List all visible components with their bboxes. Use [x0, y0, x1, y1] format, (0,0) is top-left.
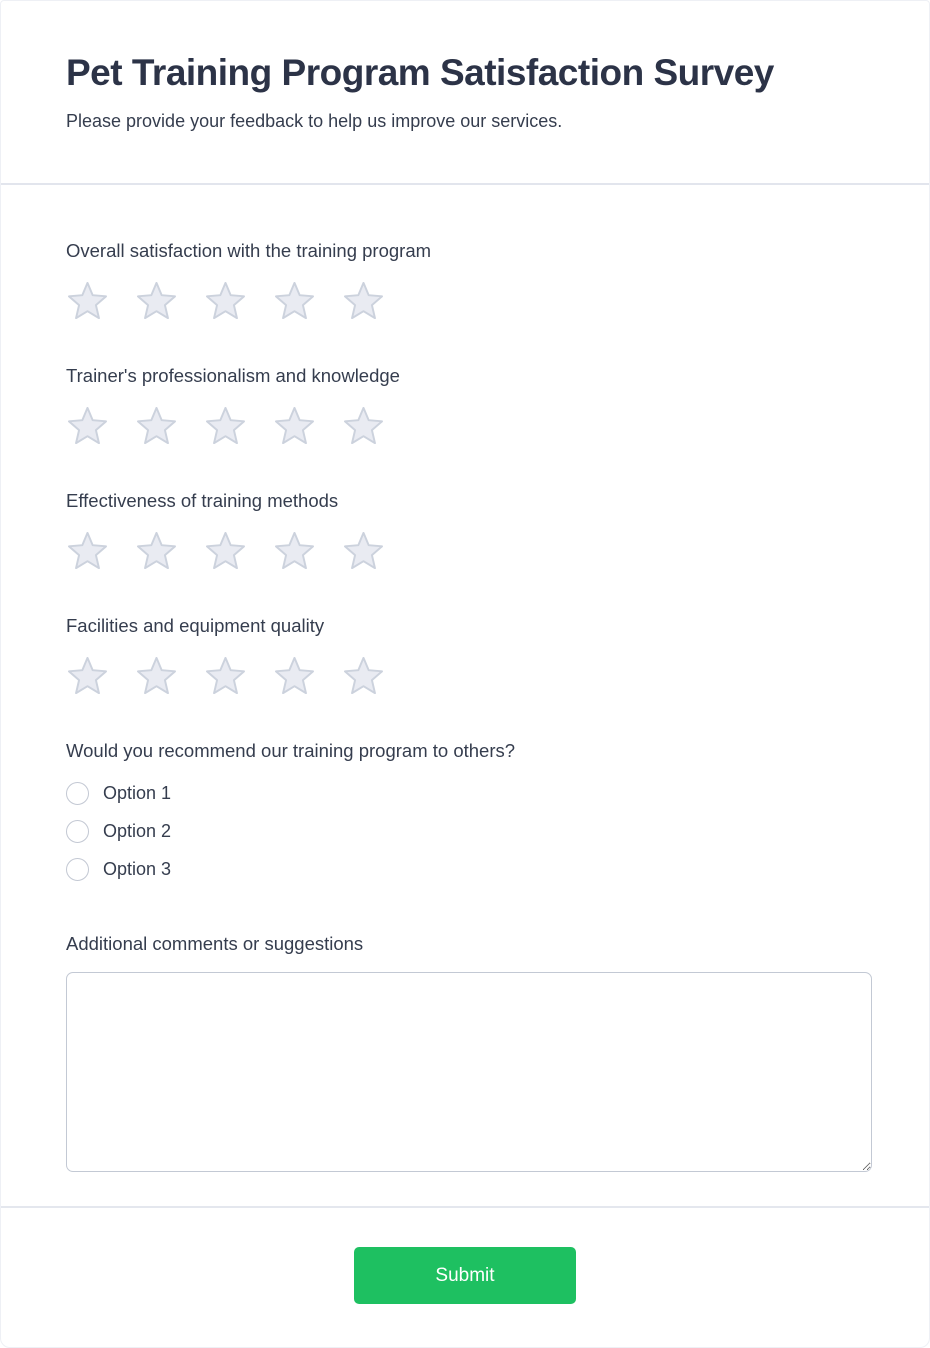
- radio-group: [66, 782, 872, 881]
- question-label: Trainer's professionalism and knowledge: [66, 365, 400, 386]
- star-button[interactable]: [204, 657, 247, 694]
- question-trainer-professionalism: [66, 366, 872, 444]
- star-button[interactable]: [342, 282, 385, 319]
- star-icon: [273, 407, 316, 444]
- question-label: Effectiveness of training methods: [66, 490, 339, 511]
- question-overall-satisfaction: [66, 241, 872, 319]
- radio-circle-icon[interactable]: [66, 858, 89, 881]
- form-header: [1, 1, 929, 185]
- comments-textarea[interactable]: [66, 972, 872, 1172]
- question-facilities-quality: [66, 616, 872, 694]
- star-icon: [135, 657, 178, 694]
- form-footer: [1, 1206, 929, 1348]
- star-button[interactable]: [135, 282, 178, 319]
- star-icon: [66, 532, 109, 569]
- question-label: Overall satisfaction with the training program: [66, 240, 432, 261]
- star-icon: [273, 282, 316, 319]
- star-icon: [273, 532, 316, 569]
- star-icon: [135, 532, 178, 569]
- star-icon: [342, 657, 385, 694]
- star-button[interactable]: [66, 407, 109, 444]
- star-icon: [66, 657, 109, 694]
- radio-option-label: Option 3: [103, 859, 172, 879]
- star-icon: [273, 657, 316, 694]
- star-button[interactable]: [342, 532, 385, 569]
- star-button[interactable]: [273, 282, 316, 319]
- star-icon: [66, 407, 109, 444]
- star-button[interactable]: [204, 407, 247, 444]
- star-rating-trainer: [66, 407, 872, 444]
- radio-option-label: Option 2: [103, 821, 172, 841]
- star-button[interactable]: [135, 407, 178, 444]
- star-button[interactable]: [66, 282, 109, 319]
- question-label: Would you recommend our training program to others?: [66, 740, 516, 761]
- submit-button[interactable]: Submit: [354, 1247, 576, 1304]
- radio-option-label: Option 1: [103, 783, 172, 803]
- star-button[interactable]: [204, 282, 247, 319]
- star-icon: [204, 407, 247, 444]
- star-icon: [204, 657, 247, 694]
- star-icon: [342, 407, 385, 444]
- radio-option-1[interactable]: [66, 782, 171, 805]
- question-comments: [66, 934, 872, 1172]
- star-button[interactable]: [135, 532, 178, 569]
- star-icon: [66, 282, 109, 319]
- page-subtitle: Please provide your feedback to help us improve our services.: [66, 111, 563, 132]
- star-button[interactable]: [342, 407, 385, 444]
- star-rating-effectiveness: [66, 532, 872, 569]
- question-recommend: [66, 741, 872, 881]
- star-icon: [342, 532, 385, 569]
- star-button[interactable]: [273, 532, 316, 569]
- star-button[interactable]: [342, 657, 385, 694]
- star-button[interactable]: [135, 657, 178, 694]
- question-training-effectiveness: [66, 491, 872, 569]
- form-body: [1, 185, 929, 1172]
- star-icon: [204, 282, 247, 319]
- question-label: Additional comments or suggestions: [66, 933, 364, 954]
- star-button[interactable]: [204, 532, 247, 569]
- radio-circle-icon[interactable]: [66, 820, 89, 843]
- star-button[interactable]: [273, 657, 316, 694]
- star-button[interactable]: [66, 532, 109, 569]
- star-rating-facilities: [66, 657, 872, 694]
- question-label: Facilities and equipment quality: [66, 615, 325, 636]
- star-icon: [135, 282, 178, 319]
- star-icon: [342, 282, 385, 319]
- page-title: Pet Training Program Satisfaction Survey: [66, 52, 774, 93]
- star-icon: [204, 532, 247, 569]
- radio-option-2[interactable]: [66, 820, 171, 843]
- star-button[interactable]: [66, 657, 109, 694]
- star-button[interactable]: [273, 407, 316, 444]
- radio-circle-icon[interactable]: [66, 782, 89, 805]
- star-rating-overall: [66, 282, 872, 319]
- star-icon: [135, 407, 178, 444]
- radio-option-3[interactable]: [66, 858, 171, 881]
